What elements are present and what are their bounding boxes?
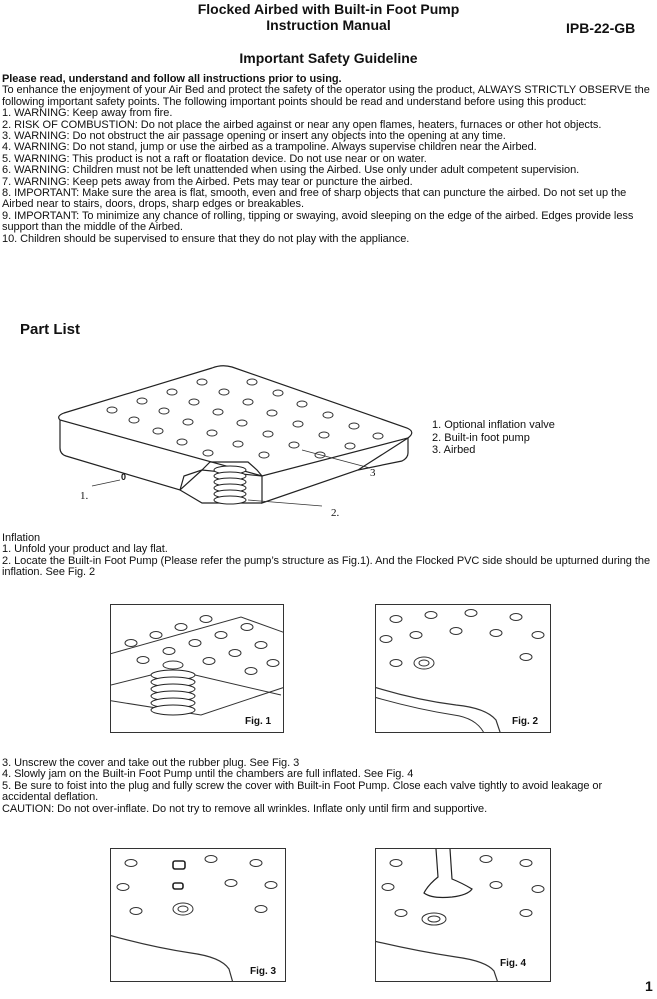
inflation-heading: Inflation [2, 532, 41, 544]
safety-item: 5. WARNING: This product is not a raft or floatation device. Do not use near or on water. [2, 152, 427, 165]
safety-item: 10. Children should be supervised to ensure that they do not play with the appliance. [2, 232, 410, 245]
safety-item: 3. WARNING: Do not obstruct the air passage opening or insert any objects into the opening at any time. [2, 130, 506, 143]
section-title-safety: Important Safety Guideline [239, 50, 418, 66]
inflation-step: 4. Slowly jam on the Built-in Foot Pump until the chambers are full inflated. See Fig. 4 [2, 768, 414, 781]
safety-item: 6. WARNING: Children must not be left unattended when using the Airbed. Use only under adult competent supervision. [2, 164, 580, 177]
callout-2: 2. [331, 507, 340, 519]
figure-3 [110, 848, 286, 982]
fig-4-label: Fig. 4 [500, 958, 527, 969]
safety-item: 8. IMPORTANT: Make sure the area is flat, smooth, even and free of sharp objects that can puncture the airbed. Do not set up the Airbed near to stairs, doors, drops, sharp edges or breakables. [2, 187, 627, 211]
legend-item: 1. Optional inflation valve [432, 419, 555, 431]
safety-intro: To enhance the enjoyment of your Air Bed and protect the safety of the operator using the product, ALWAYS STRICTLY OBSERVE the following important safety points. The following important points should be read and understand before using this product: [2, 84, 650, 108]
safety-item: 2. RISK OF COMBUSTION: Do not place the airbed against or near any open flames, heaters, furnaces or other hot objects. [2, 118, 602, 131]
callout-1: 1. [80, 490, 89, 502]
legend-item: 3. Airbed [432, 444, 476, 456]
inflation-step: 1. Unfold your product and lay flat. [2, 543, 168, 556]
inflation-caution: CAUTION: Do not over-inflate. Do not try to remove all wrinkles. Inflate only until firm and supportive. [2, 802, 488, 815]
inflation-section-a [2, 533, 652, 579]
safety-section [2, 74, 652, 245]
safety-item: 7. WARNING: Keep pets away from the Airbed. Pets may tear or puncture the airbed. [2, 175, 413, 188]
safety-item: 4. WARNING: Do not stand, jump or use the airbed as a trampoline. Always supervise children near the Airbed. [2, 141, 537, 154]
callout-3: 3 [370, 467, 376, 479]
legend-item: 2. Built-in foot pump [432, 431, 530, 444]
page-number: 1 [645, 978, 653, 994]
inflation-step: 3. Unscrew the cover and take out the rubber plug. See Fig. 3 [2, 757, 300, 769]
inflation-step: 2. Locate the Built-in Foot Pump (Please refer the pump’s structure as Fig.1). And the Flocked PVC side should be upturned during the inflation. See Fig. 2 [2, 554, 651, 579]
safety-item: 1. WARNING: Keep away from fire. [2, 107, 173, 120]
figure-2 [375, 604, 551, 733]
document-title [0, 1, 657, 33]
fig-1-label: Fig. 1 [245, 716, 272, 727]
fig-3-label: Fig. 3 [250, 966, 277, 977]
title-line-1: Flocked Airbed with Built-in Foot Pump [197, 1, 460, 17]
inflation-step: 5. Be sure to foist into the plug and fully screw the cover with Built-in Foot Pump. Close each valve tightly to avoid leakage or accidental deflation. [2, 779, 603, 804]
inflation-section-b [2, 758, 652, 815]
part-list-heading: Part List [20, 321, 81, 338]
part-legend [432, 419, 555, 457]
fig-2-label: Fig. 2 [512, 716, 539, 727]
safety-intro-bold: Please read, understand and follow all instructions prior to using. [2, 73, 342, 85]
figure-1 [110, 604, 284, 733]
model-number: IPB-22-GB [566, 20, 636, 36]
airbed-illustration [52, 358, 432, 523]
valve-mark: 0 [121, 472, 127, 482]
title-line-2: Instruction Manual [266, 17, 391, 33]
safety-item: 9. IMPORTANT: To minimize any chance of rolling, tipping or swaying, avoid sleeping on the edge of the airbed. Edges provide less support than the middle of the Airbed. [2, 209, 634, 234]
